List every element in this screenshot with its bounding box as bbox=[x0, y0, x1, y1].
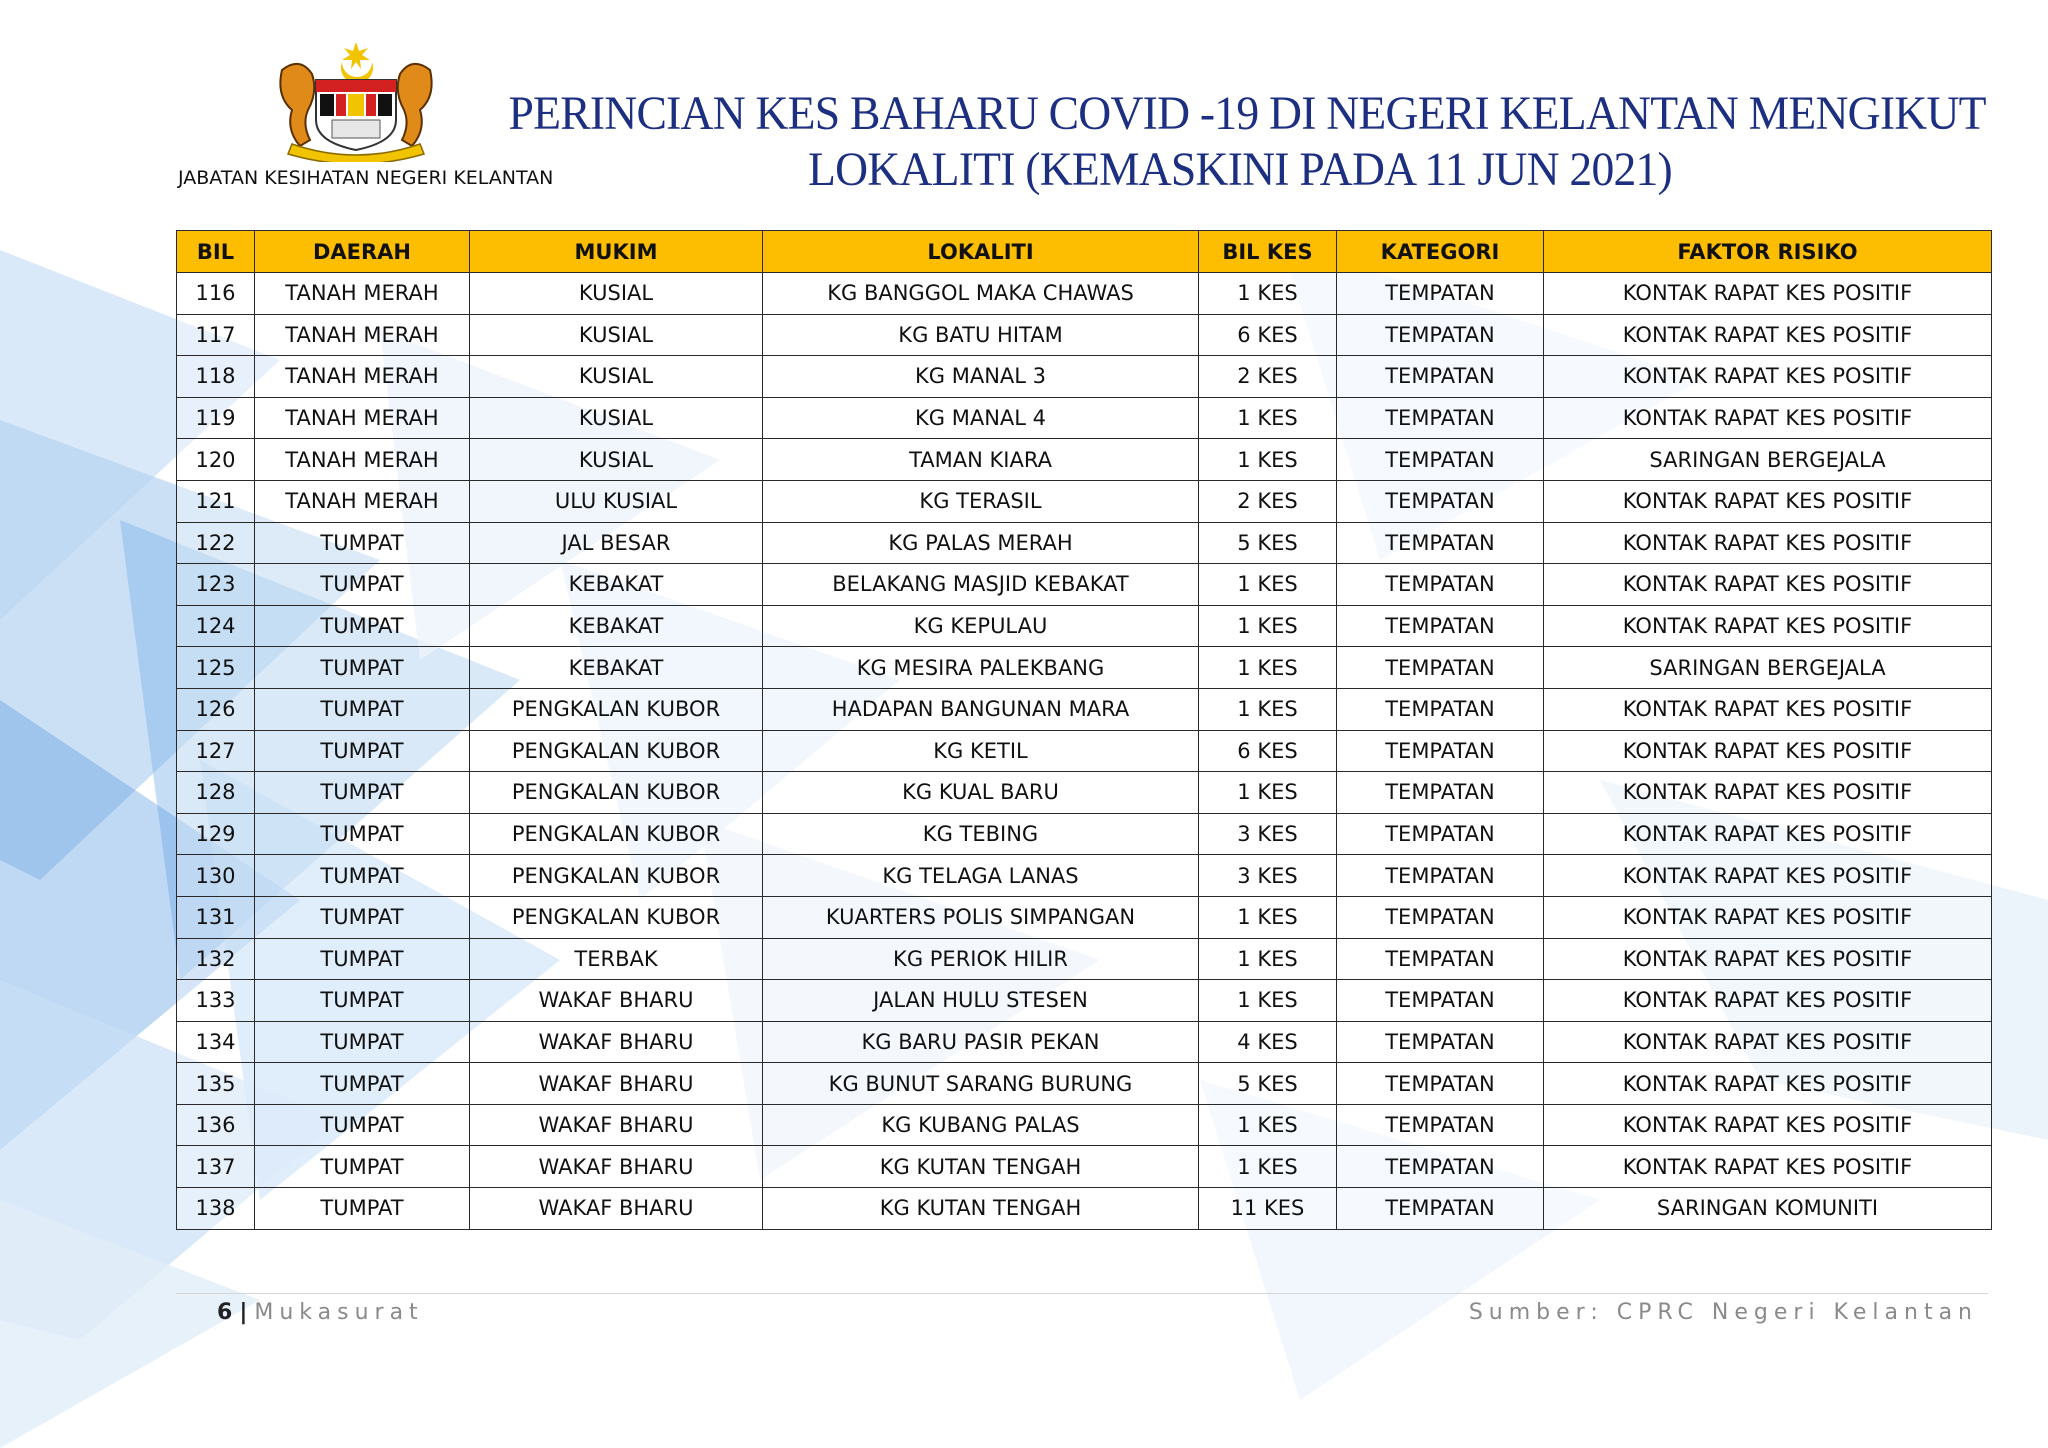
cell-faktor-risiko: KONTAK RAPAT KES POSITIF bbox=[1544, 855, 1992, 897]
cell-mukim: KUSIAL bbox=[470, 439, 763, 481]
cell-daerah: TUMPAT bbox=[255, 1021, 470, 1063]
column-header-bil-kes: BIL KES bbox=[1199, 231, 1337, 273]
cell-kategori: TEMPATAN bbox=[1337, 564, 1544, 606]
cell-lokaliti: JALAN HULU STESEN bbox=[763, 980, 1199, 1022]
page-separator: | bbox=[239, 1300, 248, 1325]
cell-bil: 120 bbox=[177, 439, 255, 481]
cell-faktor-risiko: KONTAK RAPAT KES POSITIF bbox=[1544, 938, 1992, 980]
cell-mukim: KUSIAL bbox=[470, 356, 763, 398]
table-row bbox=[177, 1063, 1992, 1105]
table-row bbox=[177, 1021, 1992, 1063]
cell-daerah: TANAH MERAH bbox=[255, 397, 470, 439]
cell-bil-kes: 1 KES bbox=[1199, 273, 1337, 315]
table-row bbox=[177, 480, 1992, 522]
cell-lokaliti: KG KUTAN TENGAH bbox=[763, 1146, 1199, 1188]
table-row bbox=[177, 896, 1992, 938]
page-number: 6 bbox=[217, 1300, 233, 1325]
table-row bbox=[177, 647, 1992, 689]
cell-faktor-risiko: KONTAK RAPAT KES POSITIF bbox=[1544, 813, 1992, 855]
cell-bil: 125 bbox=[177, 647, 255, 689]
cell-faktor-risiko: KONTAK RAPAT KES POSITIF bbox=[1544, 522, 1992, 564]
cell-daerah: TUMPAT bbox=[255, 855, 470, 897]
cell-lokaliti: KG TERASIL bbox=[763, 480, 1199, 522]
cell-kategori: TEMPATAN bbox=[1337, 605, 1544, 647]
cell-mukim: KUSIAL bbox=[470, 273, 763, 315]
table-row bbox=[177, 813, 1992, 855]
cell-faktor-risiko: SARINGAN BERGEJALA bbox=[1544, 439, 1992, 481]
cell-bil-kes: 1 KES bbox=[1199, 605, 1337, 647]
cell-mukim: ULU KUSIAL bbox=[470, 480, 763, 522]
cell-daerah: TANAH MERAH bbox=[255, 439, 470, 481]
table-row bbox=[177, 314, 1992, 356]
cell-daerah: TUMPAT bbox=[255, 772, 470, 814]
cell-lokaliti: KG KETIL bbox=[763, 730, 1199, 772]
cell-lokaliti: BELAKANG MASJID KEBAKAT bbox=[763, 564, 1199, 606]
cell-mukim: PENGKALAN KUBOR bbox=[470, 730, 763, 772]
cell-bil-kes: 1 KES bbox=[1199, 1104, 1337, 1146]
cell-bil-kes: 2 KES bbox=[1199, 356, 1337, 398]
table-row bbox=[177, 938, 1992, 980]
cell-bil: 138 bbox=[177, 1188, 255, 1230]
cell-kategori: TEMPATAN bbox=[1337, 647, 1544, 689]
cell-lokaliti: KUARTERS POLIS SIMPANGAN bbox=[763, 896, 1199, 938]
cell-lokaliti: KG BARU PASIR PEKAN bbox=[763, 1021, 1199, 1063]
cell-bil-kes: 1 KES bbox=[1199, 938, 1337, 980]
cell-daerah: TUMPAT bbox=[255, 647, 470, 689]
cell-kategori: TEMPATAN bbox=[1337, 730, 1544, 772]
cell-kategori: TEMPATAN bbox=[1337, 938, 1544, 980]
cell-bil-kes: 1 KES bbox=[1199, 980, 1337, 1022]
cell-kategori: TEMPATAN bbox=[1337, 522, 1544, 564]
cell-lokaliti: KG BUNUT SARANG BURUNG bbox=[763, 1063, 1199, 1105]
cell-bil-kes: 6 KES bbox=[1199, 314, 1337, 356]
page-title bbox=[508, 86, 1986, 198]
cell-mukim: PENGKALAN KUBOR bbox=[470, 855, 763, 897]
cell-daerah: TANAH MERAH bbox=[255, 314, 470, 356]
cell-kategori: TEMPATAN bbox=[1337, 1188, 1544, 1230]
cell-bil: 131 bbox=[177, 896, 255, 938]
cell-bil: 126 bbox=[177, 688, 255, 730]
cell-bil: 127 bbox=[177, 730, 255, 772]
cell-faktor-risiko: KONTAK RAPAT KES POSITIF bbox=[1544, 480, 1992, 522]
cell-bil: 117 bbox=[177, 314, 255, 356]
cell-mukim: WAKAF BHARU bbox=[470, 1021, 763, 1063]
cell-daerah: TUMPAT bbox=[255, 1146, 470, 1188]
cell-kategori: TEMPATAN bbox=[1337, 1063, 1544, 1105]
cell-mukim: TERBAK bbox=[470, 938, 763, 980]
cell-kategori: TEMPATAN bbox=[1337, 980, 1544, 1022]
cell-faktor-risiko: KONTAK RAPAT KES POSITIF bbox=[1544, 397, 1992, 439]
table-row bbox=[177, 564, 1992, 606]
cell-bil-kes: 1 KES bbox=[1199, 772, 1337, 814]
cell-bil: 116 bbox=[177, 273, 255, 315]
cases-table bbox=[176, 230, 1992, 1230]
cell-mukim: PENGKALAN KUBOR bbox=[470, 772, 763, 814]
title-line-2: LOKALITI (KEMASKINI PADA 11 JUN 2021) bbox=[807, 143, 1672, 196]
cell-bil-kes: 4 KES bbox=[1199, 1021, 1337, 1063]
cell-faktor-risiko: KONTAK RAPAT KES POSITIF bbox=[1544, 980, 1992, 1022]
cell-kategori: TEMPATAN bbox=[1337, 1146, 1544, 1188]
column-header-mukim: MUKIM bbox=[470, 231, 763, 273]
cell-lokaliti: TAMAN KIARA bbox=[763, 439, 1199, 481]
cell-kategori: TEMPATAN bbox=[1337, 1021, 1544, 1063]
cell-faktor-risiko: KONTAK RAPAT KES POSITIF bbox=[1544, 1063, 1992, 1105]
cell-daerah: TUMPAT bbox=[255, 522, 470, 564]
cell-kategori: TEMPATAN bbox=[1337, 772, 1544, 814]
cell-mukim: KUSIAL bbox=[470, 314, 763, 356]
cell-lokaliti: KG PALAS MERAH bbox=[763, 522, 1199, 564]
cell-daerah: TUMPAT bbox=[255, 605, 470, 647]
cell-kategori: TEMPATAN bbox=[1337, 439, 1544, 481]
cell-faktor-risiko: KONTAK RAPAT KES POSITIF bbox=[1544, 688, 1992, 730]
cell-mukim: PENGKALAN KUBOR bbox=[470, 813, 763, 855]
table-row bbox=[177, 730, 1992, 772]
table-row bbox=[177, 772, 1992, 814]
cell-mukim: PENGKALAN KUBOR bbox=[470, 688, 763, 730]
column-header-bil: BIL bbox=[177, 231, 255, 273]
cell-faktor-risiko: SARINGAN KOMUNITI bbox=[1544, 1188, 1992, 1230]
cell-daerah: TUMPAT bbox=[255, 980, 470, 1022]
cell-mukim: JAL BESAR bbox=[470, 522, 763, 564]
cell-kategori: TEMPATAN bbox=[1337, 397, 1544, 439]
cell-kategori: TEMPATAN bbox=[1337, 314, 1544, 356]
cell-kategori: TEMPATAN bbox=[1337, 356, 1544, 398]
cell-lokaliti: KG TEBING bbox=[763, 813, 1199, 855]
table-row bbox=[177, 522, 1992, 564]
cell-bil-kes: 11 KES bbox=[1199, 1188, 1337, 1230]
cell-bil: 118 bbox=[177, 356, 255, 398]
cell-faktor-risiko: KONTAK RAPAT KES POSITIF bbox=[1544, 1104, 1992, 1146]
cell-mukim: WAKAF BHARU bbox=[470, 1146, 763, 1188]
table-row bbox=[177, 356, 1992, 398]
cell-daerah: TUMPAT bbox=[255, 813, 470, 855]
cell-mukim: KUSIAL bbox=[470, 397, 763, 439]
cell-lokaliti: KG MESIRA PALEKBANG bbox=[763, 647, 1199, 689]
table-row bbox=[177, 980, 1992, 1022]
cell-bil-kes: 5 KES bbox=[1199, 522, 1337, 564]
cell-lokaliti: KG BATU HITAM bbox=[763, 314, 1199, 356]
cell-bil: 128 bbox=[177, 772, 255, 814]
source-note: Sumber: CPRC Negeri Kelantan bbox=[1468, 1300, 1978, 1325]
cell-bil-kes: 1 KES bbox=[1199, 688, 1337, 730]
cell-bil: 134 bbox=[177, 1021, 255, 1063]
cell-bil-kes: 1 KES bbox=[1199, 564, 1337, 606]
table-row bbox=[177, 439, 1992, 481]
cell-faktor-risiko: KONTAK RAPAT KES POSITIF bbox=[1544, 273, 1992, 315]
cell-lokaliti: KG BANGGOL MAKA CHAWAS bbox=[763, 273, 1199, 315]
cell-kategori: TEMPATAN bbox=[1337, 813, 1544, 855]
cell-lokaliti: KG PERIOK HILIR bbox=[763, 938, 1199, 980]
cell-bil-kes: 2 KES bbox=[1199, 480, 1337, 522]
cell-mukim: WAKAF BHARU bbox=[470, 980, 763, 1022]
cell-mukim: WAKAF BHARU bbox=[470, 1104, 763, 1146]
cell-bil: 137 bbox=[177, 1146, 255, 1188]
column-header-faktor-risiko: FAKTOR RISIKO bbox=[1544, 231, 1992, 273]
cell-faktor-risiko: KONTAK RAPAT KES POSITIF bbox=[1544, 1146, 1992, 1188]
cell-bil: 124 bbox=[177, 605, 255, 647]
cell-mukim: PENGKALAN KUBOR bbox=[470, 896, 763, 938]
cell-bil-kes: 1 KES bbox=[1199, 397, 1337, 439]
cell-kategori: TEMPATAN bbox=[1337, 896, 1544, 938]
cell-mukim: KEBAKAT bbox=[470, 605, 763, 647]
cell-bil-kes: 5 KES bbox=[1199, 1063, 1337, 1105]
cell-lokaliti: KG KUBANG PALAS bbox=[763, 1104, 1199, 1146]
cell-bil: 119 bbox=[177, 397, 255, 439]
cell-kategori: TEMPATAN bbox=[1337, 273, 1544, 315]
cell-faktor-risiko: KONTAK RAPAT KES POSITIF bbox=[1544, 730, 1992, 772]
cell-bil-kes: 3 KES bbox=[1199, 813, 1337, 855]
cell-bil: 129 bbox=[177, 813, 255, 855]
cell-bil-kes: 1 KES bbox=[1199, 647, 1337, 689]
cell-bil: 133 bbox=[177, 980, 255, 1022]
cell-faktor-risiko: KONTAK RAPAT KES POSITIF bbox=[1544, 605, 1992, 647]
cell-bil: 136 bbox=[177, 1104, 255, 1146]
column-header-kategori: KATEGORI bbox=[1337, 231, 1544, 273]
cell-lokaliti: KG KUAL BARU bbox=[763, 772, 1199, 814]
table-body bbox=[177, 273, 1992, 1230]
malaysia-coat-of-arms-icon bbox=[272, 40, 440, 162]
cell-bil: 135 bbox=[177, 1063, 255, 1105]
cell-lokaliti: KG MANAL 3 bbox=[763, 356, 1199, 398]
table-row bbox=[177, 855, 1992, 897]
cell-bil: 130 bbox=[177, 855, 255, 897]
cell-bil-kes: 3 KES bbox=[1199, 855, 1337, 897]
cell-mukim: WAKAF BHARU bbox=[470, 1188, 763, 1230]
cell-kategori: TEMPATAN bbox=[1337, 480, 1544, 522]
cell-lokaliti: KG KEPULAU bbox=[763, 605, 1199, 647]
cell-bil: 123 bbox=[177, 564, 255, 606]
department-name: JABATAN KESIHATAN NEGERI KELANTAN bbox=[178, 167, 554, 189]
cell-faktor-risiko: KONTAK RAPAT KES POSITIF bbox=[1544, 772, 1992, 814]
cell-daerah: TUMPAT bbox=[255, 730, 470, 772]
cell-daerah: TUMPAT bbox=[255, 1063, 470, 1105]
cell-faktor-risiko: SARINGAN BERGEJALA bbox=[1544, 647, 1992, 689]
cell-daerah: TANAH MERAH bbox=[255, 273, 470, 315]
table-row bbox=[177, 1188, 1992, 1230]
cell-bil: 132 bbox=[177, 938, 255, 980]
table-row bbox=[177, 605, 1992, 647]
cell-bil-kes: 1 KES bbox=[1199, 439, 1337, 481]
footer-divider bbox=[176, 1293, 1988, 1294]
cell-kategori: TEMPATAN bbox=[1337, 855, 1544, 897]
column-header-daerah: DAERAH bbox=[255, 231, 470, 273]
cell-mukim: KEBAKAT bbox=[470, 647, 763, 689]
table-row bbox=[177, 1104, 1992, 1146]
cell-bil-kes: 6 KES bbox=[1199, 730, 1337, 772]
cell-lokaliti: KG TELAGA LANAS bbox=[763, 855, 1199, 897]
cell-mukim: KEBAKAT bbox=[470, 564, 763, 606]
cell-daerah: TUMPAT bbox=[255, 1188, 470, 1230]
cell-kategori: TEMPATAN bbox=[1337, 1104, 1544, 1146]
cell-daerah: TANAH MERAH bbox=[255, 480, 470, 522]
cell-kategori: TEMPATAN bbox=[1337, 688, 1544, 730]
cell-faktor-risiko: KONTAK RAPAT KES POSITIF bbox=[1544, 1021, 1992, 1063]
cell-daerah: TUMPAT bbox=[255, 564, 470, 606]
cell-daerah: TUMPAT bbox=[255, 938, 470, 980]
cell-faktor-risiko: KONTAK RAPAT KES POSITIF bbox=[1544, 564, 1992, 606]
title-line-1: PERINCIAN KES BAHARU COVID -19 DI NEGERI KELANTAN MENGIKUT bbox=[508, 87, 1986, 140]
table-row bbox=[177, 397, 1992, 439]
cell-bil-kes: 1 KES bbox=[1199, 896, 1337, 938]
table-row bbox=[177, 1146, 1992, 1188]
table-header-row bbox=[177, 231, 1992, 273]
table-row bbox=[177, 273, 1992, 315]
cell-daerah: TANAH MERAH bbox=[255, 356, 470, 398]
cell-lokaliti: KG MANAL 4 bbox=[763, 397, 1199, 439]
cell-lokaliti: KG KUTAN TENGAH bbox=[763, 1188, 1199, 1230]
cell-lokaliti: HADAPAN BANGUNAN MARA bbox=[763, 688, 1199, 730]
cell-bil: 122 bbox=[177, 522, 255, 564]
cell-daerah: TUMPAT bbox=[255, 688, 470, 730]
page-indicator bbox=[217, 1300, 424, 1325]
cell-bil-kes: 1 KES bbox=[1199, 1146, 1337, 1188]
cell-faktor-risiko: KONTAK RAPAT KES POSITIF bbox=[1544, 896, 1992, 938]
column-header-lokaliti: LOKALITI bbox=[763, 231, 1199, 273]
cell-daerah: TUMPAT bbox=[255, 1104, 470, 1146]
cell-mukim: WAKAF BHARU bbox=[470, 1063, 763, 1105]
cell-bil: 121 bbox=[177, 480, 255, 522]
cell-faktor-risiko: KONTAK RAPAT KES POSITIF bbox=[1544, 314, 1992, 356]
cell-daerah: TUMPAT bbox=[255, 896, 470, 938]
table-row bbox=[177, 688, 1992, 730]
cell-faktor-risiko: KONTAK RAPAT KES POSITIF bbox=[1544, 356, 1992, 398]
page-label: Mukasurat bbox=[254, 1300, 424, 1325]
